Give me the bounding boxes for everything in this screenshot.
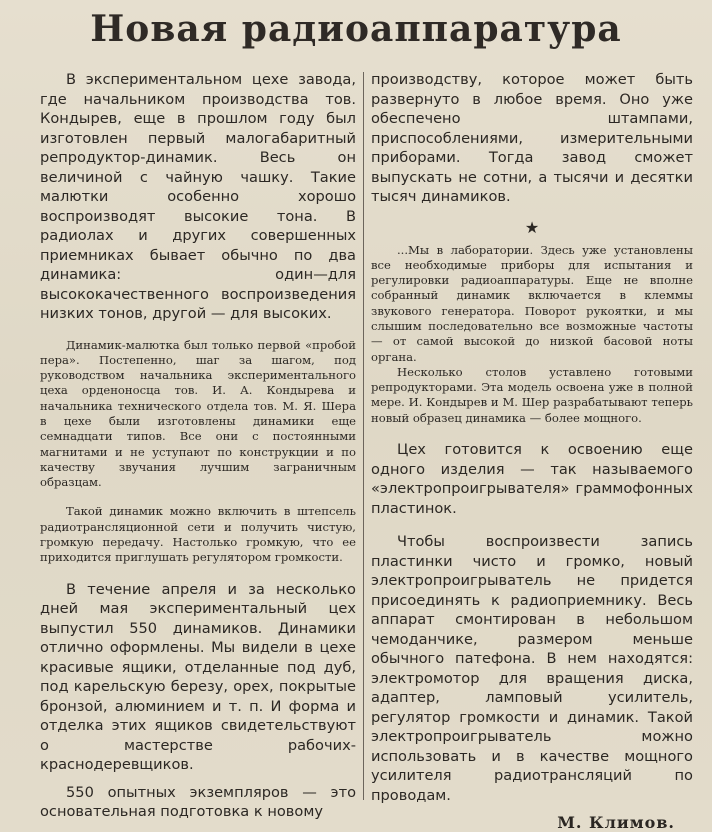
author-signature: М. Климов. — [557, 813, 675, 832]
star-separator-icon: ★ — [524, 217, 540, 237]
right-paragraph-1: производству, которое может быть развернуто в любое время. Оно уже обеспечено штампами, приспособлениями, измерительными приборами. Тогда завод сможет выпускать не сотни, а тысячи и десятки тысяч динамиков. — [371, 71, 693, 205]
left-paragraph-4: В течение апреля и за несколько дней мая экспериментальный цех выпустил 550 динамиков. Динамики отлично оформлены. Мы видели в цехе красивые ящики, отделанные под дуб, под карельскую березу, орех, покрытые бронзой, алюминием и т. п. И форма и отделка этих ящиков свидетельствуют о мастерстве рабочих-краснодеревщиков. — [40, 580, 356, 774]
paragraph-gap — [40, 566, 356, 580]
right-paragraph-4: Цех готовится к освоению еще одного изделия — так называемого «электропроигрывателя» граммофонных пластинок. — [371, 441, 693, 517]
paragraph-gap — [371, 518, 693, 532]
paragraph-gap — [40, 490, 356, 504]
column-divider — [363, 72, 364, 800]
right-paragraph-5: Чтобы воспроизвести запись пластинки чисто и громко, новый электропроигрыватель не придется присоединять к радиоприемнику. Весь аппарат смонтирован в небольшом чемоданчике, размером меньше обычного патефона. В нем находятся: электромотор для вращения диска, адаптер, ламповый усилитель, регулятор громкости и динамик. Такой электропроигрыватель можно использовать и в качестве мощного усилителя радиотрансляций по проводам. — [371, 533, 693, 804]
paragraph-gap — [40, 775, 356, 783]
left-paragraph-1: В экспериментальном цехе завода, где начальником производства тов. Кондырев, еще в прошлом году был изготовлен первый малогабаритный репродуктор-динамик. Весь он величиной с чайную чашку. Такие малютки особенно хорошо воспроизводят высокие тона. В радиолах и других совершенных приемниках бывает обычно по два динамика: один—для высококачественного воспроизведения низких тонов, другой — для высоких. — [40, 71, 356, 322]
left-column — [40, 70, 356, 822]
paragraph-gap — [40, 324, 356, 338]
right-paragraph-3: Несколько столов уставлено готовыми репродукторами. Эта модель освоена уже в полной мере. И. Кондырев и М. Шер разрабатывают теперь новый образец динамика — более мощного. — [371, 364, 693, 425]
right-paragraph-2: ...Мы в лаборатории. Здесь уже установлены все необходимые приборы для испытания и регулировки радиоаппаратуры. Еще не вполне собранный динамик включается в клеммы звукового генератора. Поворот рукоятки, и мы слышим последовательно все возможные частоты — от самой высокой до низкой басовой ноты органа. — [371, 242, 693, 364]
left-paragraph-5: 550 опытных экземпляров — это основательная подготовка к новому — [40, 783, 356, 821]
paragraph-gap — [371, 426, 693, 440]
left-paragraph-3: Такой динамик можно включить в штепсель радиотрансляционной сети и получить чистую, громкую передачу. Настолько громкую, что ее приходится приглушать регулятором громкости. — [40, 504, 356, 565]
right-column — [371, 70, 693, 832]
headline: Новая радиоаппаратура — [90, 8, 622, 50]
left-paragraph-2: Динамик-малютка был только первой «пробой пера». Постепенно, шаг за шагом, под руководством начальника экспериментального цеха орденоносца тов. И. А. Кондырева и начальника технического отдела тов. М. Я. Шера в цехе были изготовлены динамики еще семнадцати типов. Все они с постоянными магнитами и не уступают по конструкции и по качеству звучания лучшим заграничным образцам. — [40, 337, 356, 490]
